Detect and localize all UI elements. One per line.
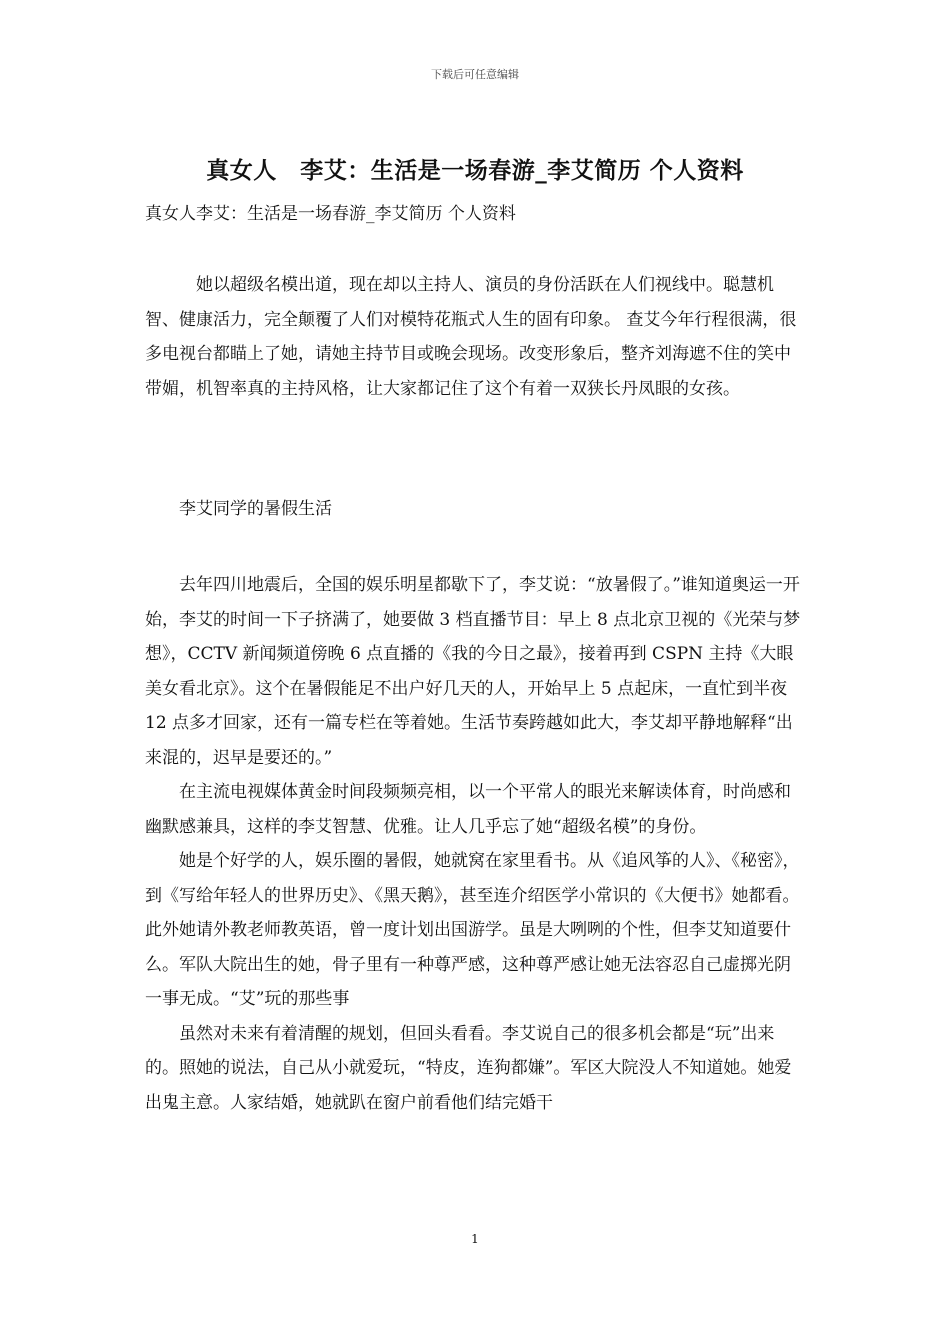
section-heading: 李艾同学的暑假生活 [179, 499, 332, 519]
paragraph-3: 她是个好学的人，娱乐圈的暑假，她就窝在家里看书。从《追风筝的人》、《秘密》，到《写给年轻人的世界历史》、《黑天鹅》，甚至连介绍医学小常识的《大便书》她都看。此外她请外教老师教英语，曾一度计划出国游学。虽是大咧咧的个性，但李艾知道要什么。军队大院出生的她，骨子里有一种尊严感，这种尊严感让她无法容忍自己虚掷光阴一事无成。“艾”玩的那些事 [145, 851, 800, 1009]
paragraph-4: 虽然对未来有着清醒的规划，但回头看看。李艾说自己的很多机会都是“玩”出来的。照她的说法，自己从小就爱玩，“特皮，连狗都嫌”。军区大院没人不知道她。她爱出鬼主意。人家结婚，她就趴在窗户前看他们结完婚干 [145, 1023, 792, 1113]
header-note: 下载后可任意编辑 [431, 68, 519, 81]
paragraph-2: 在主流电视媒体黄金时间段频频亮相，以一个平常人的眼光来解读体育，时尚感和幽默感兼具，这样的李艾智慧、优雅。让人几乎忘了她“超级名模”的身份。 [145, 782, 791, 837]
page-number: 1 [471, 1232, 479, 1246]
document-subtitle: 真女人李艾：生活是一场春游_李艾简历 个人资料 [145, 204, 516, 224]
document-title: 真女人 李艾：生活是一场春游_李艾简历 个人资料 [206, 157, 744, 184]
intro-paragraph: 她以超级名模出道，现在却以主持人、演员的身份活跃在人们视线中。聪慧机智、健康活力，完全颠覆了人们对模特花瓶式人生的固有印象。 查艾今年行程很满，很多电视台都瞄上了她，请她主持节目或晚会现场。改变形象后，整齐刘海遮不住的笑中带媚，机智率真的主持风格，让大家都记住了这个有着一双狭长丹凤眼的女孩。 [145, 275, 797, 399]
main-body [145, 568, 807, 1120]
intro-block [145, 268, 807, 406]
paragraph-1: 去年四川地震后，全国的娱乐明星都歇下了，李艾说：“放暑假了。”谁知道奥运一开始，李艾的时间一下子挤满了，她要做 3 档直播节目：早上 8 点北京卫视的《光荣与梦想》，CCTV 新闻频道傍晚 6 点直播的《我的今日之最》，接着再到 CSPN 主持《大眼美女看北京》。这个在暑假能足不出户好几天的人，开始早上 5 点起床，一直忙到半夜 12 点多才回家，还有一篇专栏在等着她。生活节奏跨越如此大，李艾却平静地解释“出来混的，迟早是要还的。” [145, 575, 801, 768]
section-heading-block [145, 492, 807, 527]
